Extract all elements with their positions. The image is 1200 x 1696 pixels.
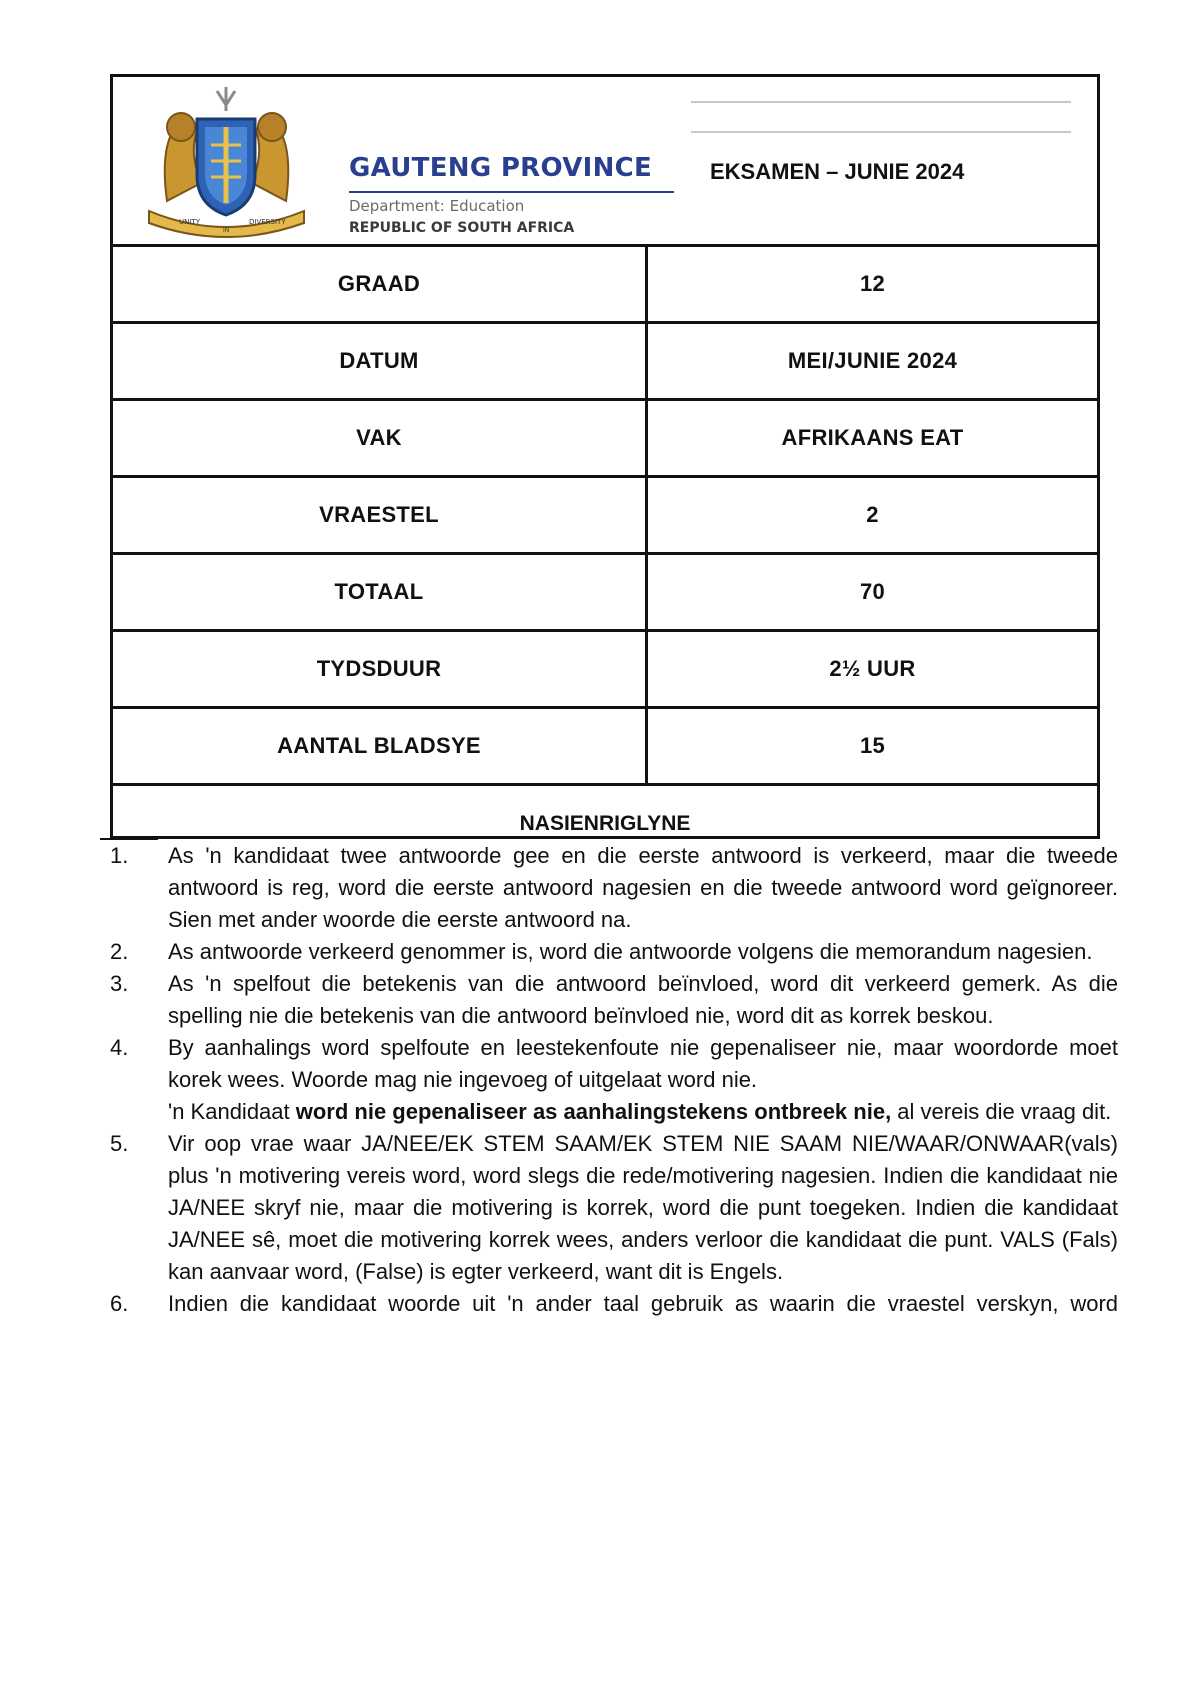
info-row-paper (113, 478, 1097, 555)
list-item (110, 1128, 1118, 1288)
rule-number: 3. (110, 971, 129, 996)
info-row-pages (113, 709, 1097, 786)
province-name: GAUTENG PROVINCE (349, 153, 653, 183)
department-name: Department: Education (349, 197, 525, 215)
info-row-grade (113, 247, 1097, 324)
marking-rules-list (110, 840, 1118, 1320)
rule-number: 6. (110, 1291, 129, 1316)
rule-subtext-post: al vereis die vraag dit. (891, 1099, 1112, 1124)
letterhead (113, 77, 1097, 247)
republic-name: REPUBLIC OF SOUTH AFRICA (349, 220, 575, 236)
rule-subtext (168, 1096, 1118, 1128)
list-item (110, 968, 1118, 1032)
info-label: DATUM (113, 324, 648, 398)
guidelines-heading-row (113, 786, 1097, 836)
info-label: AANTAL BLADSYE (113, 709, 648, 783)
rule-text: As 'n kandidaat twee antwoorde gee en die eerste antwoord is verkeerd, maar die tweede antwoord is reg, word die eerste antwoord nagesien en die tweede antwoord word geïgnoreer. Sien met ander woorde die eerste antwoord na. (168, 843, 1118, 932)
info-label: VRAESTEL (113, 478, 648, 552)
rule-text: Indien die kandidaat woorde uit 'n ander taal gebruik as waarin die vraestel verskyn, word (168, 1291, 1118, 1316)
rule-number: 1. (110, 843, 129, 868)
province-underline (349, 191, 674, 193)
info-row-subject (113, 401, 1097, 478)
list-item (110, 936, 1118, 968)
rule-text: By aanhalings word spelfoute en leestekenfoute nie gepenaliseer nie, maar woordorde moet korek wees. Woorde mag nie ingevoeg of uitgelaat word nie. (168, 1035, 1118, 1092)
info-value: 15 (859, 733, 886, 758)
info-value: 12 (859, 271, 886, 296)
exam-title: EKSAMEN – JUNIE 2024 (710, 159, 965, 184)
department-logo (119, 83, 679, 243)
guidelines-title: NASIENRIGLYNE (519, 812, 691, 835)
signature-line (691, 101, 1071, 103)
rule-number: 5. (110, 1131, 129, 1156)
info-label: GRAAD (113, 247, 648, 321)
rule-number: 4. (110, 1035, 129, 1060)
info-value: AFRIKAANS EAT (781, 425, 964, 450)
info-value: 70 (859, 579, 886, 604)
info-row-total (113, 555, 1097, 632)
info-row-duration (113, 632, 1097, 709)
rule-subtext-bold: word nie gepenaliseer as aanhalingstekens ontbreek nie, (295, 1099, 892, 1124)
info-value: MEI/JUNIE 2024 (787, 348, 958, 373)
signature-line (691, 131, 1071, 133)
info-label: TYDSDUUR (113, 632, 648, 706)
list-item (110, 1288, 1118, 1320)
info-label: TOTAAL (113, 555, 648, 629)
svg-text:UNITY: UNITY (179, 218, 200, 226)
rule-text: As antwoorde verkeerd genommer is, word die antwoorde volgens die memorandum nagesien. (168, 939, 1093, 964)
info-value: 2½ UUR (829, 656, 916, 681)
rule-text: Vir oop vrae waar JA/NEE/EK STEM SAAM/EK STEM NIE SAAM NIE/WAAR/ONWAAR(vals) plus 'n motivering vereis word, word slegs die rede/motivering nagesien. Indien die kandidaat nie JA/NEE skryf nie, maar die motivering is korrek, word die punt toegeken. Indien die kandidaat JA/NEE sê, moet die motivering korrek wees, anders verloor die kandidaat die punt. VALS (Fals) kan aanvaar word, (False) is egter verkeerd, want dit is Engels. (168, 1131, 1118, 1284)
rule-subtext-pre: 'n Kandidaat (168, 1099, 296, 1124)
info-row-date (113, 324, 1097, 401)
list-item (110, 1032, 1118, 1128)
info-value: 2 (866, 502, 879, 527)
list-item (110, 840, 1118, 936)
rule-number: 2. (110, 939, 129, 964)
svg-text:IN: IN (223, 227, 230, 234)
exam-cover-table (110, 74, 1100, 839)
coat-of-arms-icon (119, 83, 334, 243)
rule-text: As 'n spelfout die betekenis van die antwoord beïnvloed, word dit verkeerd gemerk. As die spelling nie die betekenis van die antwoord beïnvloed nie, word dit as korrek beskou. (168, 971, 1118, 1028)
svg-text:DIVERSITY: DIVERSITY (249, 218, 286, 226)
info-label: VAK (113, 401, 648, 475)
